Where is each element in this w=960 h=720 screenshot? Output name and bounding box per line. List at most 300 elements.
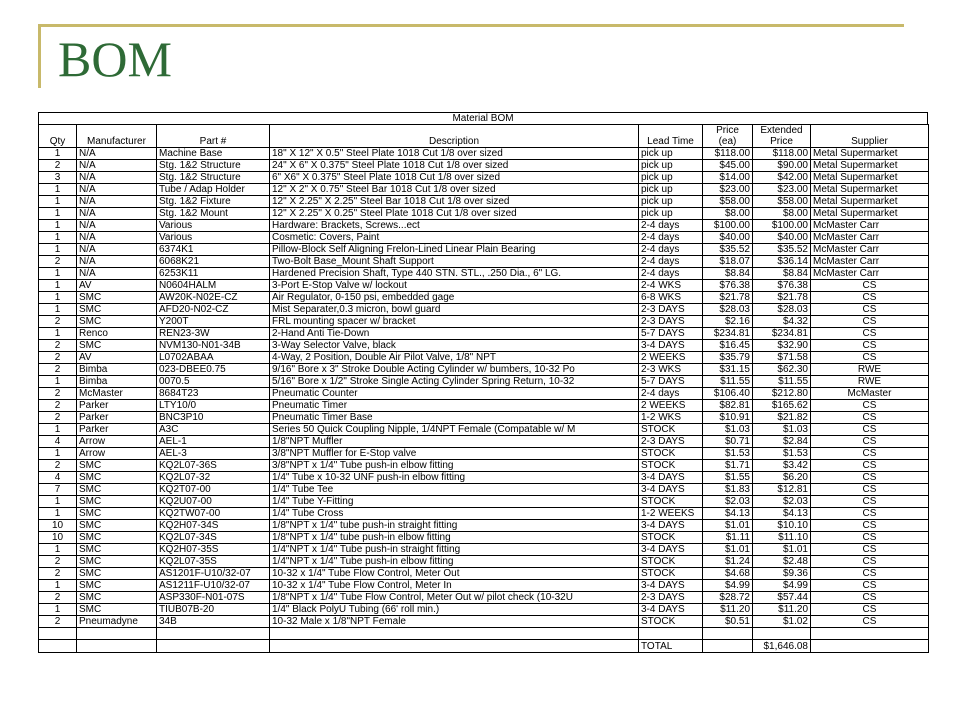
table-row xyxy=(39,352,929,364)
cell-extended-price: $4.99 xyxy=(753,580,811,592)
cell-supplier: RWE xyxy=(811,376,929,388)
cell-part-number: KQ2TW07-00 xyxy=(157,508,270,520)
cell-qty: 1 xyxy=(39,604,77,616)
cell-description: 1/8"NPT Muffler xyxy=(270,436,639,448)
cell-lead-time: 2-4 days xyxy=(639,268,703,280)
cell-supplier: CS xyxy=(811,400,929,412)
cell-price: $2.16 xyxy=(703,316,753,328)
blank-cell xyxy=(703,628,753,640)
cell-part-number: KQ2T07-00 xyxy=(157,484,270,496)
cell-extended-price: $62.30 xyxy=(753,364,811,376)
cell-manufacturer: Parker xyxy=(77,412,157,424)
cell-manufacturer: AV xyxy=(77,352,157,364)
cell-lead-time: 2-4 days xyxy=(639,220,703,232)
bom-header xyxy=(39,125,929,148)
table-row xyxy=(39,508,929,520)
table-row xyxy=(39,460,929,472)
total-label: TOTAL xyxy=(639,640,703,653)
cell-part-number: Stg. 1&2 Structure xyxy=(157,172,270,184)
cell-extended-price: $42.00 xyxy=(753,172,811,184)
cell-price: $16.45 xyxy=(703,340,753,352)
cell-qty: 1 xyxy=(39,304,77,316)
cell-manufacturer: SMC xyxy=(77,496,157,508)
cell-supplier: Metal Supermarket xyxy=(811,172,929,184)
cell-price: $82.81 xyxy=(703,400,753,412)
table-row xyxy=(39,160,929,172)
cell-extended-price: $35.52 xyxy=(753,244,811,256)
cell-supplier: Metal Supermarket xyxy=(811,160,929,172)
cell-part-number: N0604HALM xyxy=(157,280,270,292)
cell-part-number: Tube / Adap Holder xyxy=(157,184,270,196)
cell-supplier: CS xyxy=(811,556,929,568)
total-value: $1,646.08 xyxy=(753,640,811,653)
cell-price: $0.71 xyxy=(703,436,753,448)
cell-supplier: CS xyxy=(811,340,929,352)
cell-supplier: CS xyxy=(811,496,929,508)
cell-qty: 2 xyxy=(39,352,77,364)
table-row xyxy=(39,328,929,340)
cell-extended-price: $40.00 xyxy=(753,232,811,244)
cell-manufacturer: N/A xyxy=(77,184,157,196)
cell-description: 24" X 6" X 0.375" Steel Plate 1018 Cut 1/8 over sized xyxy=(270,160,639,172)
cell-description: 6" X6" X 0.375" Steel Plate 1018 Cut 1/8 over sized xyxy=(270,172,639,184)
header-manufacturer: Manufacturer xyxy=(77,125,157,148)
header-part: Part # xyxy=(157,125,270,148)
header-qty: Qty xyxy=(39,125,77,148)
cell-manufacturer: Arrow xyxy=(77,436,157,448)
cell-part-number: KQ2L07-36S xyxy=(157,460,270,472)
cell-part-number: BNC3P10 xyxy=(157,412,270,424)
cell-price: $45.00 xyxy=(703,160,753,172)
blank-cell xyxy=(753,628,811,640)
cell-extended-price: $90.00 xyxy=(753,160,811,172)
cell-manufacturer: N/A xyxy=(77,148,157,160)
cell-supplier: CS xyxy=(811,472,929,484)
table-row xyxy=(39,304,929,316)
cell-manufacturer: SMC xyxy=(77,520,157,532)
table-row xyxy=(39,184,929,196)
cell-extended-price: $11.10 xyxy=(753,532,811,544)
cell-manufacturer: Renco xyxy=(77,328,157,340)
cell-price: $1.01 xyxy=(703,544,753,556)
cell-part-number: ASP330F-N01-07S xyxy=(157,592,270,604)
cell-manufacturer: N/A xyxy=(77,220,157,232)
cell-lead-time: 2-4 days xyxy=(639,232,703,244)
cell-part-number: AFD20-N02-CZ xyxy=(157,304,270,316)
cell-manufacturer: Bimba xyxy=(77,376,157,388)
cell-manufacturer: Pneumadyne xyxy=(77,616,157,628)
cell-lead-time: 2 WEEKS xyxy=(639,400,703,412)
cell-extended-price: $212.80 xyxy=(753,388,811,400)
cell-qty: 3 xyxy=(39,172,77,184)
cell-price: $28.03 xyxy=(703,304,753,316)
cell-supplier: CS xyxy=(811,580,929,592)
cell-supplier: McMaster Carr xyxy=(811,256,929,268)
cell-extended-price: $3.42 xyxy=(753,460,811,472)
bom-table xyxy=(38,124,929,653)
cell-description: 3/8"NPT Muffler for E-Stop valve xyxy=(270,448,639,460)
cell-price: $234.81 xyxy=(703,328,753,340)
cell-lead-time: pick up xyxy=(639,196,703,208)
cell-part-number: NVM130-N01-34B xyxy=(157,340,270,352)
cell-manufacturer: SMC xyxy=(77,304,157,316)
cell-supplier: CS xyxy=(811,532,929,544)
cell-lead-time: STOCK xyxy=(639,556,703,568)
cell-price: $35.52 xyxy=(703,244,753,256)
cell-supplier: CS xyxy=(811,328,929,340)
table-row xyxy=(39,340,929,352)
cell-price: $76.38 xyxy=(703,280,753,292)
cell-description: Hardware: Brackets, Screws...ect xyxy=(270,220,639,232)
cell-description: 18" X 12" X 0.5" Steel Plate 1018 Cut 1/8 over sized xyxy=(270,148,639,160)
cell-supplier: Metal Supermarket xyxy=(811,196,929,208)
cell-manufacturer: N/A xyxy=(77,244,157,256)
cell-extended-price: $2.84 xyxy=(753,436,811,448)
cell-part-number: 6374K1 xyxy=(157,244,270,256)
cell-manufacturer: SMC xyxy=(77,316,157,328)
cell-description: 1/4" Tube x 10-32 UNF push-in elbow fitting xyxy=(270,472,639,484)
cell-manufacturer: AV xyxy=(77,280,157,292)
cell-lead-time: 2-3 WKS xyxy=(639,364,703,376)
cell-part-number: Stg. 1&2 Fixture xyxy=(157,196,270,208)
cell-lead-time: pick up xyxy=(639,160,703,172)
cell-price: $1.01 xyxy=(703,520,753,532)
cell-lead-time: 2-3 DAYS xyxy=(639,436,703,448)
cell-lead-time: 3-4 DAYS xyxy=(639,472,703,484)
cell-price: $4.68 xyxy=(703,568,753,580)
cell-lead-time: 3-4 DAYS xyxy=(639,580,703,592)
cell-part-number: Various xyxy=(157,232,270,244)
cell-price: $106.40 xyxy=(703,388,753,400)
cell-qty: 1 xyxy=(39,448,77,460)
cell-supplier: McMaster xyxy=(811,388,929,400)
table-row xyxy=(39,484,929,496)
cell-price: $1.71 xyxy=(703,460,753,472)
cell-supplier: CS xyxy=(811,616,929,628)
cell-supplier: Metal Supermarket xyxy=(811,184,929,196)
cell-lead-time: STOCK xyxy=(639,532,703,544)
blank-cell xyxy=(639,628,703,640)
cell-manufacturer: SMC xyxy=(77,472,157,484)
cell-part-number: L0702ABAA xyxy=(157,352,270,364)
blank-cell xyxy=(77,628,157,640)
table-row xyxy=(39,244,929,256)
cell-supplier: CS xyxy=(811,568,929,580)
cell-extended-price: $4.32 xyxy=(753,316,811,328)
table-row xyxy=(39,544,929,556)
cell-description: 1/4" Tube Tee xyxy=(270,484,639,496)
cell-price: $4.99 xyxy=(703,580,753,592)
cell-manufacturer: SMC xyxy=(77,580,157,592)
cell-part-number: 023-DBEE0.75 xyxy=(157,364,270,376)
cell-manufacturer: N/A xyxy=(77,268,157,280)
cell-lead-time: 2-4 days xyxy=(639,388,703,400)
accent-bar-vertical xyxy=(38,24,41,88)
cell-price: $35.79 xyxy=(703,352,753,364)
cell-extended-price: $11.55 xyxy=(753,376,811,388)
cell-manufacturer: SMC xyxy=(77,460,157,472)
cell-qty: 10 xyxy=(39,520,77,532)
cell-lead-time: 2-3 DAYS xyxy=(639,592,703,604)
cell-description: Pneumatic Timer Base xyxy=(270,412,639,424)
cell-part-number: A3C xyxy=(157,424,270,436)
cell-part-number: Stg. 1&2 Mount xyxy=(157,208,270,220)
cell-description: 3-Port E-Stop Valve w/ lockout xyxy=(270,280,639,292)
cell-qty: 1 xyxy=(39,148,77,160)
bom-caption: Material BOM xyxy=(38,112,928,124)
cell-extended-price: $2.48 xyxy=(753,556,811,568)
blank-cell xyxy=(157,640,270,653)
cell-price: $31.15 xyxy=(703,364,753,376)
cell-qty: 1 xyxy=(39,244,77,256)
cell-price: $2.03 xyxy=(703,496,753,508)
cell-part-number: Various xyxy=(157,220,270,232)
cell-qty: 2 xyxy=(39,616,77,628)
blank-row xyxy=(39,628,929,640)
cell-extended-price: $12.81 xyxy=(753,484,811,496)
cell-price: $1.03 xyxy=(703,424,753,436)
cell-manufacturer: N/A xyxy=(77,172,157,184)
cell-extended-price: $23.00 xyxy=(753,184,811,196)
total-row xyxy=(39,640,929,653)
cell-qty: 1 xyxy=(39,292,77,304)
cell-qty: 7 xyxy=(39,484,77,496)
cell-description: 1/4" Tube Cross xyxy=(270,508,639,520)
cell-description: Series 50 Quick Coupling Nipple, 1/4NPT Female (Compatable w/ M xyxy=(270,424,639,436)
cell-part-number: AS1211F-U10/32-07 xyxy=(157,580,270,592)
cell-description: 12" X 2.25" X 0.25" Steel Plate 1018 Cut 1/8 over sized xyxy=(270,208,639,220)
cell-extended-price: $100.00 xyxy=(753,220,811,232)
cell-supplier: McMaster Carr xyxy=(811,268,929,280)
cell-extended-price: $21.82 xyxy=(753,412,811,424)
cell-extended-price: $1.02 xyxy=(753,616,811,628)
cell-description: 3-Way Selector Valve, black xyxy=(270,340,639,352)
cell-price: $11.20 xyxy=(703,604,753,616)
blank-cell xyxy=(703,640,753,653)
table-row xyxy=(39,376,929,388)
cell-price: $1.53 xyxy=(703,448,753,460)
cell-manufacturer: SMC xyxy=(77,292,157,304)
cell-qty: 1 xyxy=(39,268,77,280)
cell-lead-time: 3-4 DAYS xyxy=(639,520,703,532)
cell-description: 10-32 x 1/4" Tube Flow Control, Meter Out xyxy=(270,568,639,580)
header-price-line2: (ea) xyxy=(718,136,737,147)
table-row xyxy=(39,472,929,484)
cell-description: 10-32 Male x 1/8"NPT Female xyxy=(270,616,639,628)
cell-qty: 2 xyxy=(39,160,77,172)
cell-part-number: KQ2U07-00 xyxy=(157,496,270,508)
cell-lead-time: pick up xyxy=(639,172,703,184)
cell-qty: 2 xyxy=(39,556,77,568)
cell-lead-time: 2-4 days xyxy=(639,244,703,256)
cell-extended-price: $9.36 xyxy=(753,568,811,580)
cell-qty: 2 xyxy=(39,400,77,412)
cell-manufacturer: Arrow xyxy=(77,448,157,460)
cell-extended-price: $58.00 xyxy=(753,196,811,208)
cell-description: 1/4" Black PolyU Tubing (66' roll min.) xyxy=(270,604,639,616)
cell-extended-price: $165.62 xyxy=(753,400,811,412)
cell-supplier: CS xyxy=(811,604,929,616)
cell-description: Pillow-Block Self Aligning Frelon-Lined Linear Plain Bearing xyxy=(270,244,639,256)
cell-qty: 1 xyxy=(39,196,77,208)
cell-lead-time: 3-4 DAYS xyxy=(639,604,703,616)
cell-manufacturer: SMC xyxy=(77,604,157,616)
cell-supplier: CS xyxy=(811,424,929,436)
cell-supplier: CS xyxy=(811,592,929,604)
cell-lead-time: 3-4 DAYS xyxy=(639,340,703,352)
blank-cell xyxy=(77,640,157,653)
cell-part-number: KQ2L07-35S xyxy=(157,556,270,568)
header-extended-line1: Extended xyxy=(760,125,803,136)
cell-qty: 2 xyxy=(39,316,77,328)
cell-part-number: AEL-3 xyxy=(157,448,270,460)
cell-extended-price: $1.01 xyxy=(753,544,811,556)
cell-manufacturer: N/A xyxy=(77,160,157,172)
cell-supplier: CS xyxy=(811,484,929,496)
cell-qty: 2 xyxy=(39,340,77,352)
cell-part-number: Y200T xyxy=(157,316,270,328)
cell-lead-time: 2 WEEKS xyxy=(639,352,703,364)
cell-manufacturer: N/A xyxy=(77,196,157,208)
table-row xyxy=(39,196,929,208)
header-supplier: Supplier xyxy=(811,125,929,148)
table-row xyxy=(39,616,929,628)
table-row xyxy=(39,232,929,244)
cell-lead-time: 6-8 WKS xyxy=(639,292,703,304)
cell-supplier: CS xyxy=(811,544,929,556)
blank-cell xyxy=(811,628,929,640)
cell-lead-time: pick up xyxy=(639,184,703,196)
table-row xyxy=(39,520,929,532)
cell-price: $28.72 xyxy=(703,592,753,604)
cell-part-number: 8684T23 xyxy=(157,388,270,400)
cell-manufacturer: SMC xyxy=(77,532,157,544)
table-row xyxy=(39,604,929,616)
cell-price: $10.91 xyxy=(703,412,753,424)
cell-price: $11.55 xyxy=(703,376,753,388)
blank-cell xyxy=(811,640,929,653)
cell-lead-time: pick up xyxy=(639,208,703,220)
cell-part-number: KQ2L07-34S xyxy=(157,532,270,544)
cell-extended-price: $71.58 xyxy=(753,352,811,364)
cell-extended-price: $118.00 xyxy=(753,148,811,160)
cell-description: 1/8"NPT x 1/4" tube push-in straight fitting xyxy=(270,520,639,532)
cell-qty: 2 xyxy=(39,388,77,400)
table-row xyxy=(39,172,929,184)
header-lead-time: Lead Time xyxy=(639,125,703,148)
cell-part-number: KQ2H07-35S xyxy=(157,544,270,556)
table-row xyxy=(39,220,929,232)
cell-lead-time: 3-4 DAYS xyxy=(639,544,703,556)
table-row xyxy=(39,388,929,400)
cell-lead-time: 2-3 DAYS xyxy=(639,316,703,328)
cell-extended-price: $32.90 xyxy=(753,340,811,352)
cell-part-number: Stg. 1&2 Structure xyxy=(157,160,270,172)
cell-extended-price: $4.13 xyxy=(753,508,811,520)
table-row xyxy=(39,496,929,508)
cell-qty: 2 xyxy=(39,460,77,472)
header-extended-line2: Price xyxy=(770,136,793,147)
cell-price: $23.00 xyxy=(703,184,753,196)
cell-price: $0.51 xyxy=(703,616,753,628)
cell-supplier: CS xyxy=(811,508,929,520)
cell-description: Air Regulator, 0-150 psi, embedded gage xyxy=(270,292,639,304)
cell-lead-time: 3-4 DAYS xyxy=(639,484,703,496)
cell-lead-time: STOCK xyxy=(639,424,703,436)
cell-price: $1.24 xyxy=(703,556,753,568)
bom-body xyxy=(39,148,929,628)
cell-qty: 1 xyxy=(39,208,77,220)
table-row xyxy=(39,400,929,412)
bom-spreadsheet xyxy=(38,112,930,672)
cell-qty: 2 xyxy=(39,412,77,424)
cell-manufacturer: SMC xyxy=(77,568,157,580)
cell-lead-time: STOCK xyxy=(639,568,703,580)
cell-price: $40.00 xyxy=(703,232,753,244)
cell-supplier: CS xyxy=(811,304,929,316)
accent-bar-horizontal xyxy=(38,24,904,27)
cell-description: 2-Hand Anti Tie-Down xyxy=(270,328,639,340)
cell-extended-price: $57.44 xyxy=(753,592,811,604)
cell-part-number: 6253K11 xyxy=(157,268,270,280)
cell-manufacturer: Bimba xyxy=(77,364,157,376)
cell-description: Mist Separater,0.3 micron, bowl guard xyxy=(270,304,639,316)
cell-description: 4-Way, 2 Position, Double Air Pilot Valve, 1/8" NPT xyxy=(270,352,639,364)
cell-supplier: RWE xyxy=(811,364,929,376)
cell-description: 3/8"NPT x 1/4" Tube push-in elbow fitting xyxy=(270,460,639,472)
cell-manufacturer: SMC xyxy=(77,340,157,352)
table-row xyxy=(39,364,929,376)
cell-supplier: CS xyxy=(811,292,929,304)
cell-supplier: Metal Supermarket xyxy=(811,148,929,160)
cell-price: $8.84 xyxy=(703,268,753,280)
cell-part-number: AW20K-N02E-CZ xyxy=(157,292,270,304)
blank-cell xyxy=(270,640,639,653)
cell-price: $8.00 xyxy=(703,208,753,220)
cell-extended-price: $11.20 xyxy=(753,604,811,616)
cell-description: 1/8"NPT x 1/4" Tube Flow Control, Meter Out w/ pilot check (10-32U xyxy=(270,592,639,604)
cell-description: Hardened Precision Shaft, Type 440 STN. STL., .250 Dia., 6" LG. xyxy=(270,268,639,280)
cell-part-number: LTY10/0 xyxy=(157,400,270,412)
cell-manufacturer: Parker xyxy=(77,424,157,436)
cell-part-number: 6068K21 xyxy=(157,256,270,268)
cell-part-number: KQ2L07-32 xyxy=(157,472,270,484)
cell-description: 12" X 2.25" X 2.25" Steel Bar 1018 Cut 1/8 over sized xyxy=(270,196,639,208)
table-row xyxy=(39,436,929,448)
cell-lead-time: STOCK xyxy=(639,448,703,460)
table-row xyxy=(39,292,929,304)
cell-lead-time: STOCK xyxy=(639,496,703,508)
cell-description: FRL mounting spacer w/ bracket xyxy=(270,316,639,328)
cell-manufacturer: McMaster xyxy=(77,388,157,400)
cell-qty: 1 xyxy=(39,220,77,232)
header-extended-price xyxy=(753,125,811,148)
cell-extended-price: $28.03 xyxy=(753,304,811,316)
cell-qty: 2 xyxy=(39,364,77,376)
cell-description: 1/4"NPT x 1/4" Tube push-in elbow fitting xyxy=(270,556,639,568)
slide-title: BOM xyxy=(58,31,172,87)
blank-cell xyxy=(39,640,77,653)
cell-lead-time: 1-2 WEEKS xyxy=(639,508,703,520)
cell-qty: 1 xyxy=(39,232,77,244)
table-row xyxy=(39,256,929,268)
cell-qty: 2 xyxy=(39,256,77,268)
cell-part-number: 0070.5 xyxy=(157,376,270,388)
cell-lead-time: STOCK xyxy=(639,460,703,472)
cell-supplier: Metal Supermarket xyxy=(811,208,929,220)
cell-description: Pneumatic Counter xyxy=(270,388,639,400)
cell-manufacturer: N/A xyxy=(77,256,157,268)
